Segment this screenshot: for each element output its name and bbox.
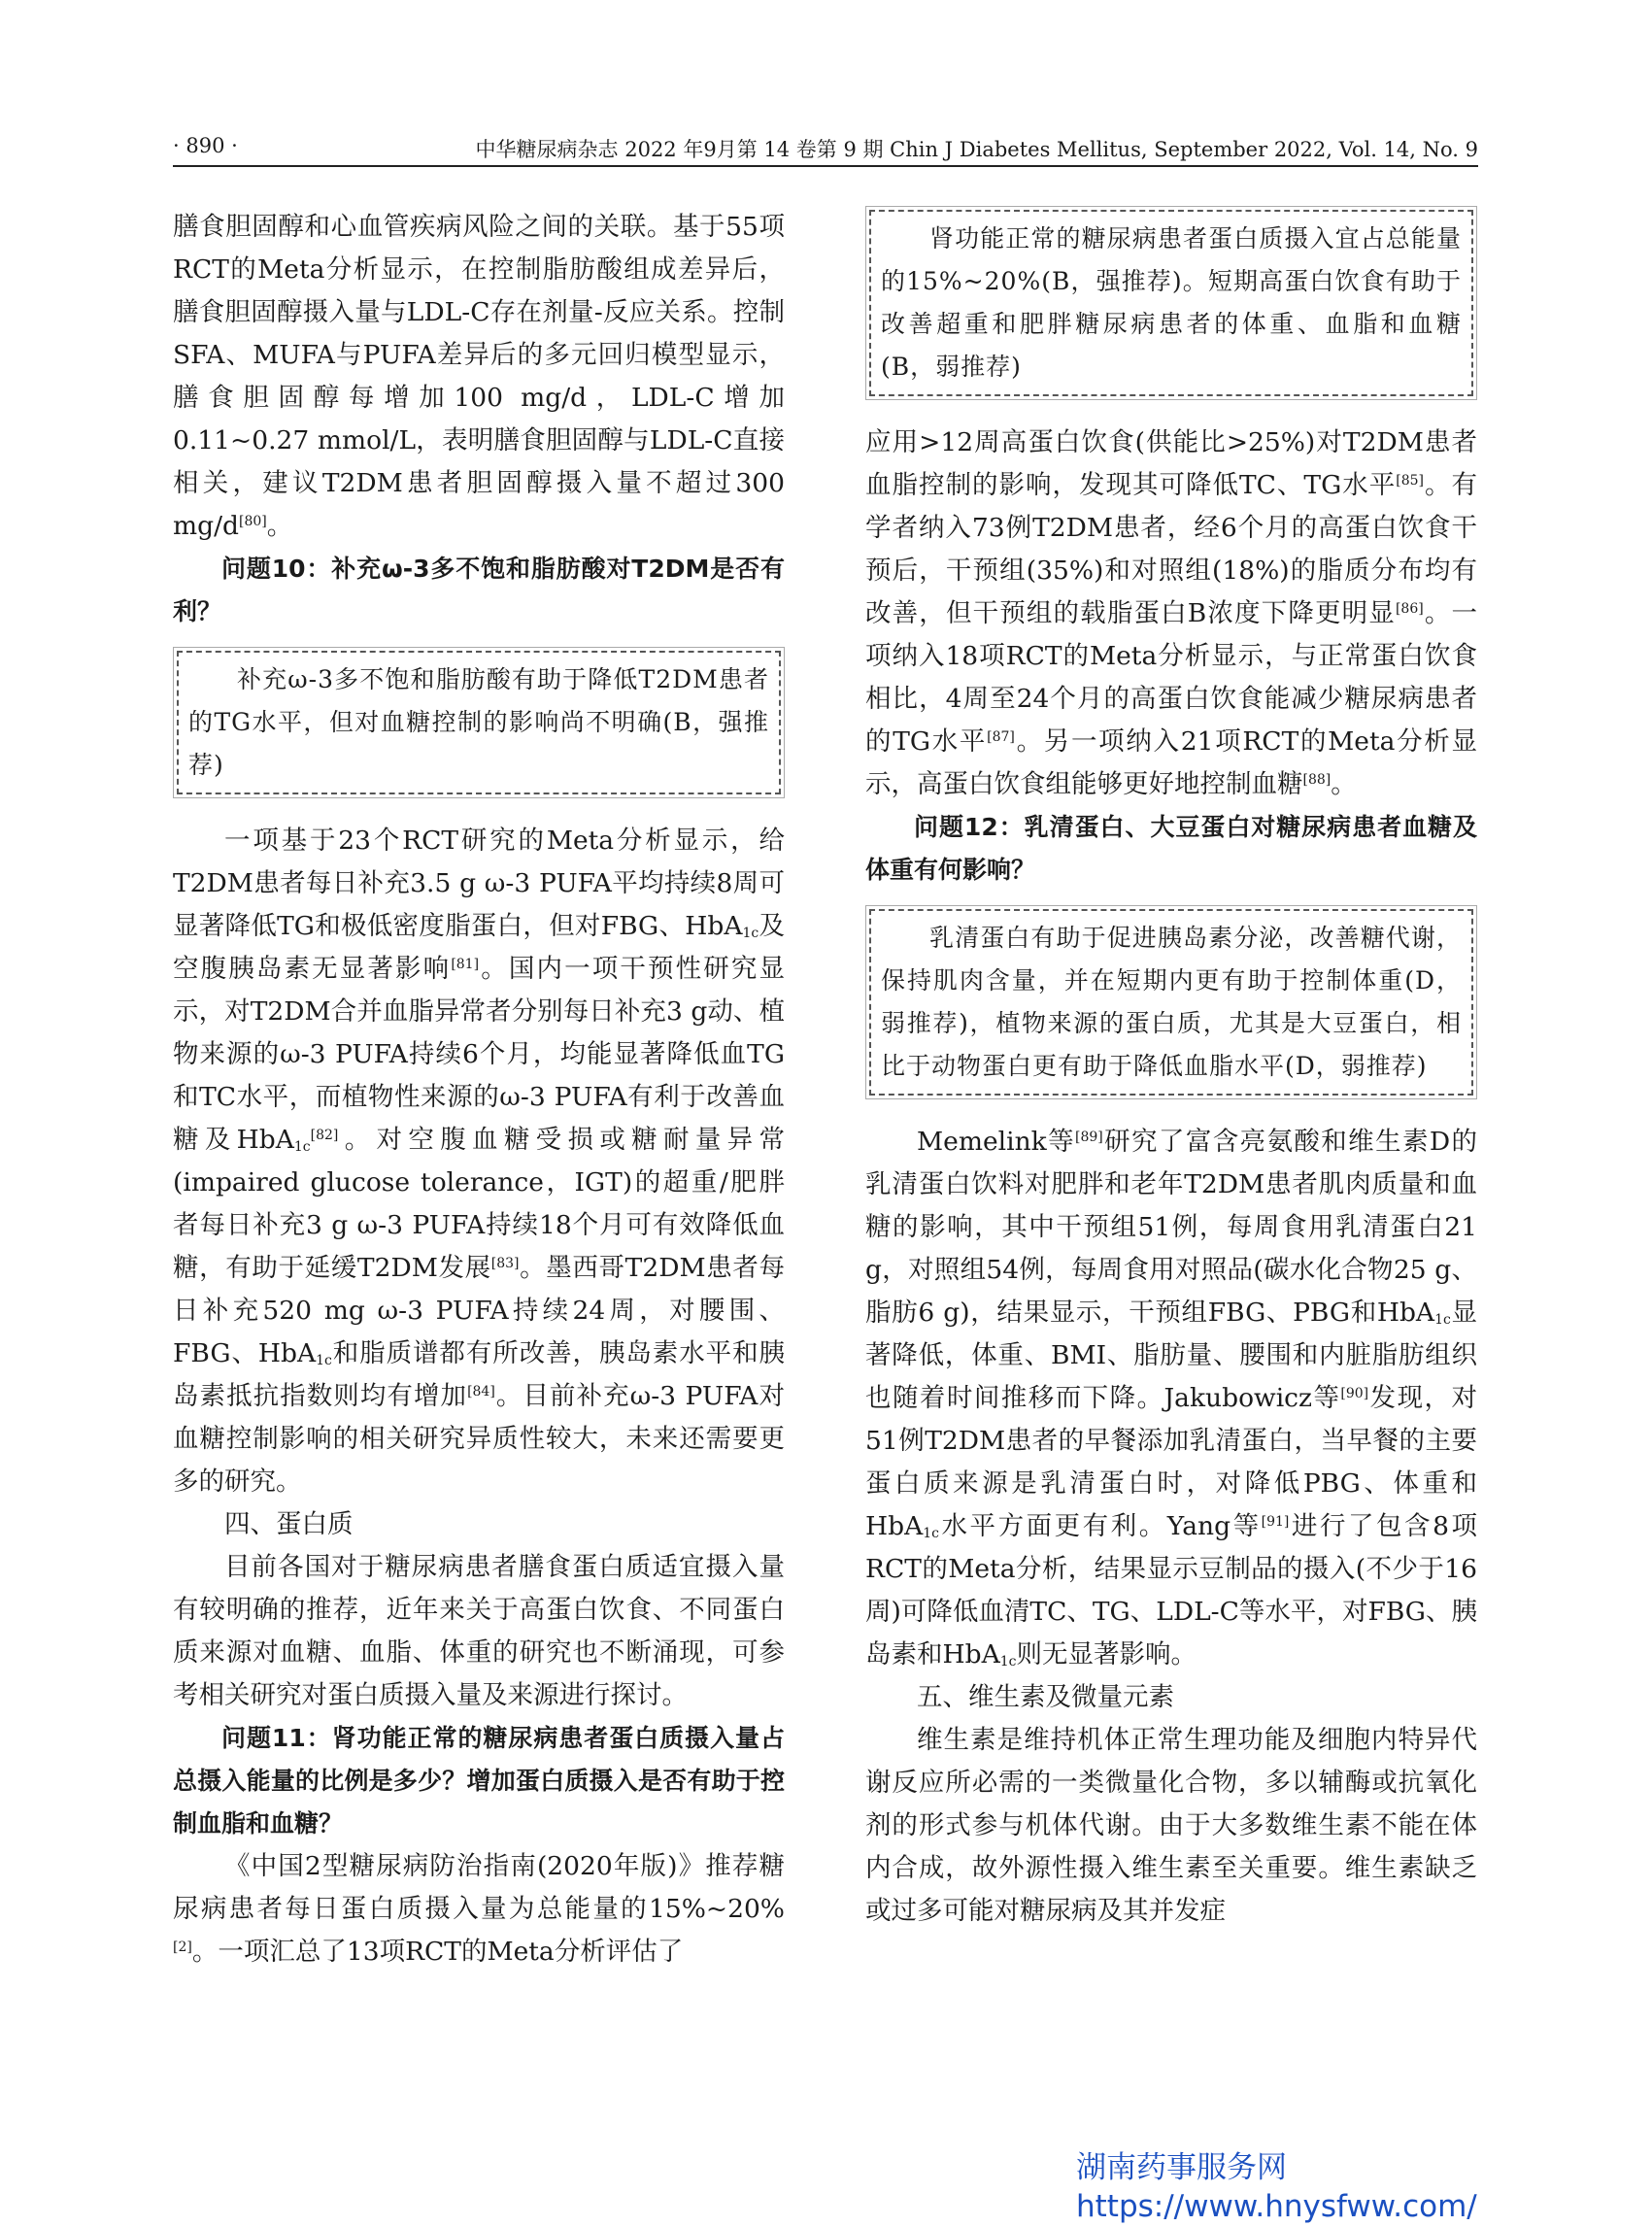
citation-86[interactable]: [86] (1395, 601, 1424, 617)
citation-90[interactable]: [90] (1340, 1386, 1369, 1401)
watermark (1076, 2148, 1477, 2226)
watermark-site-name: 湖南药事服务网 (1076, 2150, 1287, 2185)
paragraph-high-protein: 应用>12周高蛋白饮食(供能比>25%)对T2DM患者血脂控制的影响，发现其可降低TC、TG水平[85]。有学者纳入73例T2DM患者，经6个月的高蛋白饮食干预后，干预组(35%)和对照组(18%)的脂质分布均有改善，但干预组的载脂蛋白B浓度下降更明显[86]。一项纳入18项RCT的Meta分析显示，与正常蛋白饮食相比，4周至24个月的高蛋白饮食能减少糖尿病患者的TG水平[87]。另一项纳入21项RCT的Meta分析显示，高蛋白饮食组能够更好地控制血糖[88]。 (865, 427, 1478, 799)
citation-81[interactable]: [81] (451, 957, 480, 972)
question-12-heading: 问题12：乳清蛋白、大豆蛋白对糖尿病患者血糖及体重有何影响？ (865, 813, 1477, 884)
citation-2[interactable]: [2] (173, 1939, 192, 1955)
recommendation-box-11: 肾功能正常的糖尿病患者蛋白质摄入宜占总能量的15%~20%(B，强推荐)。短期高蛋白饮食有助于改善超重和肥胖糖尿病患者的体重、血脂和血糖(B，弱推荐) (869, 210, 1473, 396)
citation-80[interactable]: [80] (238, 514, 267, 529)
citation-82[interactable]: [82] (310, 1128, 339, 1143)
page-number: · 890 · (173, 134, 238, 157)
citation-83[interactable]: [83] (490, 1256, 520, 1271)
watermark-url[interactable]: https://www.hnysfww.com/ (1076, 2189, 1477, 2224)
citation-84[interactable]: [84] (467, 1384, 495, 1400)
citation-89[interactable]: [89] (1075, 1130, 1103, 1145)
paragraph-omega3: 一项基于23个RCT研究的Meta分析显示，给T2DM患者每日补充3.5 g ω-3 PUFA平均持续8周可显著降低TG和极低密度脂蛋白，但对FBG、HbA$_{1c}$及空腹胰岛素无显著影响[81]。国内一项干预性研究显示，对T2DM合并血脂异常者分别每日补充3 g动、植物来源的ω-3 PUFA持续6个月，均能显著降低血TG和TC水平，而植物性来源的ω-3 PUFA有利于改善血糖及HbA$_{1c}$[82]。对空腹血糖受损或糖耐量异常(impaired glucose tolerance，IGT)的超重/肥胖者每日补充3 g ω-3 PUFA持续18个月可有效降低血糖，有助于延缓T2DM发展[83]。墨西哥T2DM患者每日补充520 mg ω-3 PUFA持续24周，对腰围、FBG、HbA$_{1c}$和脂质谱都有所改善，胰岛素水平和胰岛素抵抗指数则均有增加[84]。目前补充ω-3 PUFA对血糖控制影响的相关研究异质性较大，未来还需要更多的研究。 (173, 826, 786, 1497)
citation-87[interactable]: [87] (987, 729, 1015, 745)
header-rule (173, 165, 1478, 167)
citation-91[interactable]: [91] (1261, 1514, 1290, 1530)
question-10-heading: 问题10：补充ω-3多不饱和脂肪酸对T2DM是否有利？ (173, 555, 785, 625)
paragraph-whey-protein: Memelink等[89]研究了富含亮氨酸和维生素D的乳清蛋白饮料对肥胖和老年T2DM患者肌肉质量和血糖的影响，其中干预组51例，每周食用乳清蛋白21 g，对照组54例，每周食用对照品(碳水化合物25 g、脂肪6 g)，结果显示，干预组FBG、PBG和HbA$_{1c}$显著降低，体重、BMI、脂肪量、腰围和内脏脂肪组织也随着时间推移而下降。Jakubowicz等[90]发现，对51例T2DM患者的早餐添加乳清蛋白，当早餐的主要蛋白质来源是乳清蛋白时，对降低PBG、体重和HbA$_{1c}$水平方面更有利。Yang等[91]进行了包含8项RCT的Meta分析，结果显示豆制品的摄入(不少于16周)可降低血清TC、TG、LDL-C等水平，对FBG、胰岛素和HbA$_{1c}$则无显著影响。 (865, 1127, 1477, 1670)
citation-85[interactable]: [85] (1396, 473, 1425, 489)
section-4-heading: 四、蛋白质 (224, 1509, 354, 1539)
right-column (865, 206, 1477, 1933)
journal-citation: 中华糖尿病杂志 2022 年9月第 14 卷第 9 期 Chin J Diabetes Mellitus, September 2022, Vol. 14, No. 9 (475, 138, 1478, 161)
recommendation-box-12: 乳清蛋白有助于促进胰岛素分泌，改善糖代谢，保持肌肉含量，并在短期内更有助于控制体重(D，弱推荐)，植物来源的蛋白质，尤其是大豆蛋白，相比于动物蛋白更有助于降低血脂水平(D，弱推荐) (869, 909, 1473, 1096)
left-column (173, 206, 785, 1973)
citation-88[interactable]: [88] (1302, 772, 1332, 788)
paragraph-cholesterol: 膳食胆固醇和心血管疾病风险之间的关联。基于55项RCT的Meta分析显示，在控制脂肪酸组成差异后，膳食胆固醇摄入量与LDL-C存在剂量-反应关系。控制SFA、MUFA与PUFA差异后的多元回归模型显示，膳食胆固醇每增加100 mg/d，LDL-C增加0.11~0.27 mmol/L，表明膳食胆固醇与LDL-C直接相关，建议T2DM患者胆固醇摄入量不超过300 mg/d[80]。 (173, 212, 785, 541)
paragraph-vitamins: 维生素是维持机体正常生理功能及细胞内特异代谢反应所必需的一类微量化合物，多以辅酶或抗氧化剂的形式参与机体代谢。由于大多数维生素不能在体内合成，故外源性摄入维生素至关重要。维生素缺乏或过多可能对糖尿病及其并发症 (865, 1725, 1477, 1926)
paragraph-guideline: 《中国2型糖尿病防治指南(2020年版)》推荐糖尿病患者每日蛋白质摄入量为总能量的15%~20%[2]。一项汇总了13项RCT的Meta分析评估了 (173, 1851, 785, 1967)
paragraph-protein-intro: 目前各国对于糖尿病患者膳食蛋白质适宜摄入量有较明确的推荐，近年来关于高蛋白饮食、不同蛋白质来源对血糖、血脂、体重的研究也不断涌现，可参考相关研究对蛋白质摄入量及来源进行探讨。 (173, 1552, 785, 1710)
question-11-heading: 问题11：肾功能正常的糖尿病患者蛋白质摄入量占总摄入能量的比例是多少？增加蛋白质摄入是否有助于控制血脂和血糖？ (173, 1724, 785, 1838)
recommendation-box-10: 补充ω-3多不饱和脂肪酸有助于降低T2DM患者的TG水平，但对血糖控制的影响尚不明确(B，强推荐) (177, 651, 781, 794)
running-header (173, 0, 1478, 167)
section-5-heading: 五、维生素及微量元素 (917, 1682, 1174, 1712)
